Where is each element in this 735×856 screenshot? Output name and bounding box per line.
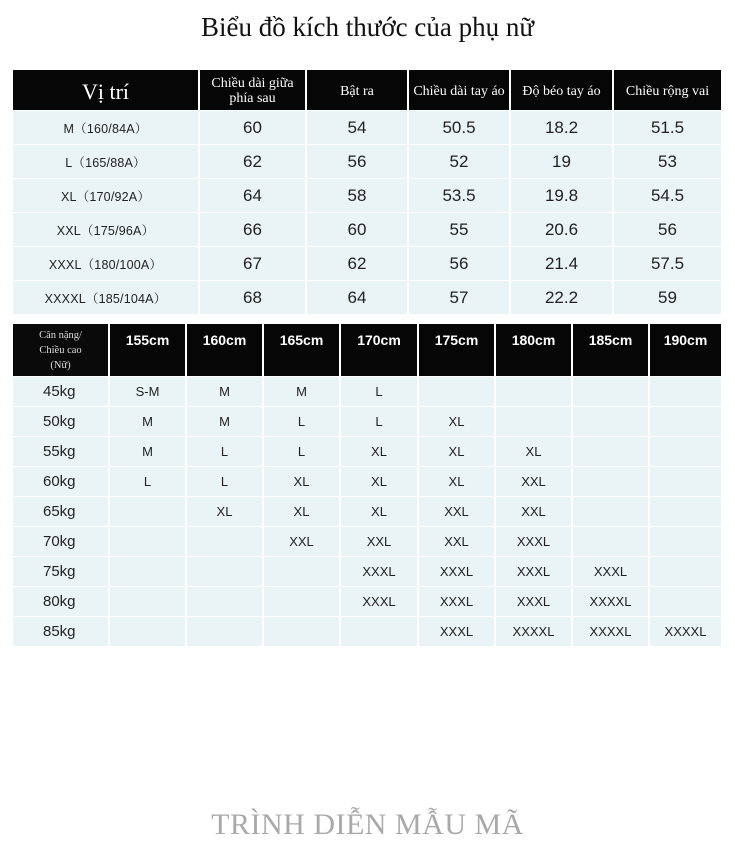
measurement-cell: 60	[305, 213, 407, 246]
size-recommendation-table	[13, 324, 721, 646]
size-cell	[108, 617, 185, 646]
measurement-cell: 62	[305, 247, 407, 280]
measurement-cell: 55	[407, 213, 509, 246]
measurement-cell: 56	[612, 213, 721, 246]
size-cell	[185, 557, 262, 586]
size-cell: XL	[339, 497, 417, 526]
size-cell	[108, 527, 185, 556]
table-row	[13, 280, 721, 314]
size-cell: XXXXL	[648, 617, 721, 646]
header-height: 170cm	[339, 324, 417, 376]
measurement-cell: 58	[305, 179, 407, 212]
measurement-cell: 54.5	[612, 179, 721, 212]
size-cell: XXXL	[339, 587, 417, 616]
size-cell	[571, 527, 648, 556]
weight-label-cell: 60kg	[43, 473, 76, 490]
measurement-table-header	[13, 70, 721, 110]
corner-label-height: Chiều cao	[39, 345, 82, 356]
size-cell	[648, 437, 721, 466]
size-cell	[648, 467, 721, 496]
size-cell: XXL	[262, 527, 339, 556]
measurement-cell: 66	[198, 213, 305, 246]
size-cell	[648, 377, 721, 406]
header-height: 190cm	[648, 324, 721, 376]
size-cell	[108, 587, 185, 616]
size-cell	[571, 377, 648, 406]
size-cell	[262, 587, 339, 616]
measurement-cell: 50.5	[407, 111, 509, 144]
measurement-cell: 56	[305, 145, 407, 178]
header-sleeve-length: Chiều dài tay áo	[407, 70, 509, 110]
measurement-cell: 53.5	[407, 179, 509, 212]
corner-label-gender: (Nữ)	[50, 360, 71, 371]
size-cell: XL	[262, 497, 339, 526]
size-label-cell: XXXL（180/100A）	[48, 257, 163, 272]
size-cell: XL	[417, 467, 494, 496]
size-cell	[185, 587, 262, 616]
size-label-cell: XL（170/92A）	[60, 189, 151, 204]
weight-label-cell: 45kg	[43, 383, 76, 400]
table-row	[13, 586, 721, 616]
size-label-cell: XXL（175/96A）	[56, 223, 155, 238]
measurement-cell: 52	[407, 145, 509, 178]
size-cell	[262, 617, 339, 646]
size-cell: M	[108, 407, 185, 436]
size-cell: XXXL	[339, 557, 417, 586]
weight-label-cell: 50kg	[43, 413, 76, 430]
size-cell: XL	[339, 467, 417, 496]
size-cell: XXXL	[571, 557, 648, 586]
measurement-cell: 21.4	[509, 247, 612, 280]
size-cell	[339, 617, 417, 646]
size-cell: L	[185, 437, 262, 466]
header-height: 175cm	[417, 324, 494, 376]
size-cell: S-M	[108, 377, 185, 406]
footer-caption: TRÌNH DIỄN MẪU MÃ	[211, 808, 524, 841]
measurement-cell: 20.6	[509, 213, 612, 246]
size-cell	[262, 557, 339, 586]
size-cell: XL	[417, 407, 494, 436]
header-height: 185cm	[571, 324, 648, 376]
size-cell: M	[185, 377, 262, 406]
weight-label-cell: 85kg	[43, 623, 76, 640]
measurement-cell: 67	[198, 247, 305, 280]
measurement-cell: 56	[407, 247, 509, 280]
header-sleeve-width: Độ béo tay áo	[509, 70, 612, 110]
weight-label-cell: 55kg	[43, 443, 76, 460]
size-cell: L	[262, 407, 339, 436]
size-cell	[108, 557, 185, 586]
size-cell: L	[185, 467, 262, 496]
size-cell	[648, 527, 721, 556]
size-cell	[571, 437, 648, 466]
header-weight-height	[13, 324, 108, 376]
header-height: 155cm	[108, 324, 185, 376]
size-cell: XXXXL	[571, 617, 648, 646]
size-cell	[571, 497, 648, 526]
table-row	[13, 406, 721, 436]
size-cell: XXXL	[494, 557, 571, 586]
corner-label-weight: Cân nặng/	[39, 330, 82, 341]
measurement-cell: 64	[198, 179, 305, 212]
size-cell	[494, 377, 571, 406]
table-row	[13, 496, 721, 526]
size-cell: L	[339, 407, 417, 436]
measurement-cell: 53	[612, 145, 721, 178]
measurement-cell: 62	[198, 145, 305, 178]
header-back-length: Chiều dài giữa phía sau	[198, 70, 305, 110]
measurement-cell: 57	[407, 281, 509, 314]
measurement-cell: 22.2	[509, 281, 612, 314]
measurement-cell: 51.5	[612, 111, 721, 144]
size-label-cell: M（160/84A）	[63, 121, 148, 136]
table-row	[13, 376, 721, 406]
table-row	[13, 178, 721, 212]
size-cell: XL	[185, 497, 262, 526]
weight-label-cell: 80kg	[43, 593, 76, 610]
table-row	[13, 212, 721, 246]
size-cell	[417, 377, 494, 406]
size-cell: XXXL	[494, 587, 571, 616]
size-cell: XXL	[417, 527, 494, 556]
table-row	[13, 144, 721, 178]
size-cell: XXL	[339, 527, 417, 556]
table-row	[13, 110, 721, 144]
measurement-cell: 64	[305, 281, 407, 314]
size-cell: M	[262, 377, 339, 406]
size-cell: M	[185, 407, 262, 436]
size-cell: XXXL	[417, 617, 494, 646]
size-cell: XXXXL	[494, 617, 571, 646]
size-label-cell: L（165/88A）	[65, 155, 146, 170]
size-cell	[648, 587, 721, 616]
size-cell	[108, 497, 185, 526]
header-height: 160cm	[185, 324, 262, 376]
header-position: Vị trí	[81, 78, 130, 104]
measurement-cell: 68	[198, 281, 305, 314]
size-cell: L	[108, 467, 185, 496]
size-cell: XXL	[494, 497, 571, 526]
table-row	[13, 246, 721, 280]
measurement-cell: 57.5	[612, 247, 721, 280]
size-cell: XXXL	[417, 587, 494, 616]
size-cell	[571, 467, 648, 496]
measurement-cell: 59	[612, 281, 721, 314]
measurement-cell: 18.2	[509, 111, 612, 144]
size-cell: XL	[494, 437, 571, 466]
size-cell	[648, 497, 721, 526]
size-cell: XL	[262, 467, 339, 496]
size-cell: M	[108, 437, 185, 466]
size-cell: XXXL	[494, 527, 571, 556]
table-row	[13, 526, 721, 556]
size-cell	[648, 557, 721, 586]
size-cell	[185, 617, 262, 646]
measurement-cell: 19	[509, 145, 612, 178]
table-row	[13, 616, 721, 646]
table-row	[13, 556, 721, 586]
size-cell	[648, 407, 721, 436]
size-cell: XL	[417, 437, 494, 466]
size-cell	[185, 527, 262, 556]
size-table-header	[13, 324, 721, 376]
header-height: 165cm	[262, 324, 339, 376]
size-cell: L	[262, 437, 339, 466]
weight-label-cell: 70kg	[43, 533, 76, 550]
measurement-cell: 54	[305, 111, 407, 144]
size-cell: XL	[339, 437, 417, 466]
size-cell: XXXL	[417, 557, 494, 586]
table-row	[13, 466, 721, 496]
size-cell	[571, 407, 648, 436]
size-cell: XXL	[417, 497, 494, 526]
header-height: 180cm	[494, 324, 571, 376]
weight-label-cell: 65kg	[43, 503, 76, 520]
size-cell: XXL	[494, 467, 571, 496]
page-title: Biểu đồ kích thước của phụ nữ	[201, 12, 534, 42]
header-bust: Bật ra	[305, 70, 407, 110]
measurement-table	[13, 70, 721, 314]
measurement-cell: 19.8	[509, 179, 612, 212]
size-cell: L	[339, 377, 417, 406]
size-cell	[494, 407, 571, 436]
size-cell: XXXXL	[571, 587, 648, 616]
size-label-cell: XXXXL（185/104A）	[44, 291, 167, 306]
header-shoulder-width: Chiều rộng vai	[612, 70, 721, 110]
measurement-cell: 60	[198, 111, 305, 144]
table-row	[13, 436, 721, 466]
weight-label-cell: 75kg	[43, 563, 76, 580]
